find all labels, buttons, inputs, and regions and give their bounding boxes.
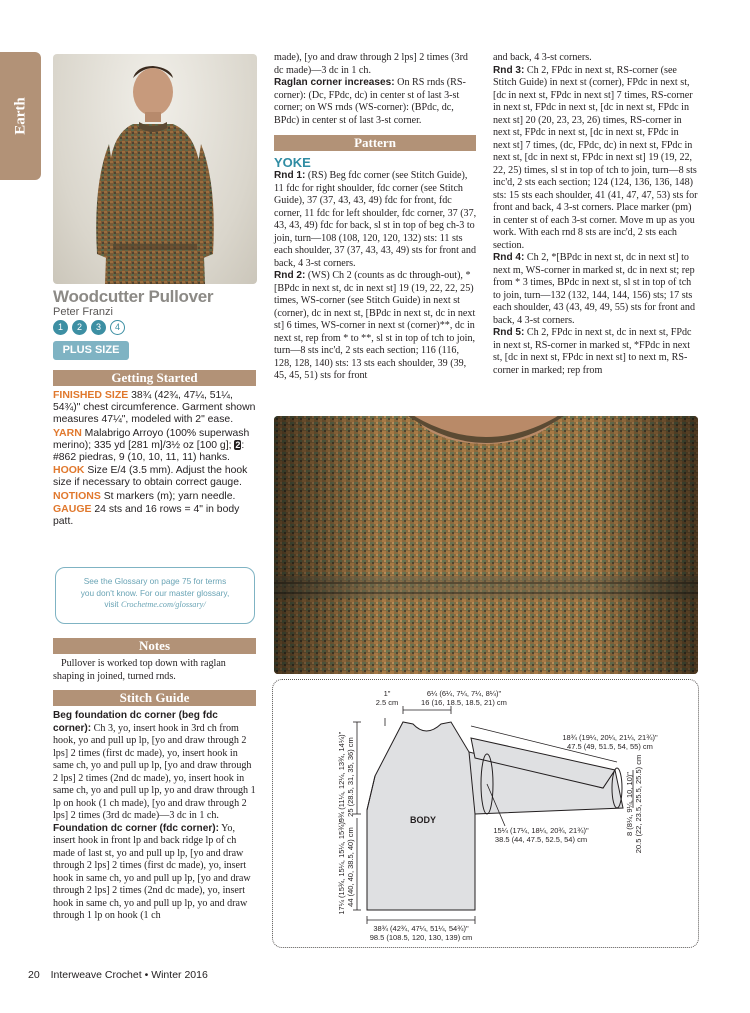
beg-fdc-text: Ch 3, yo, insert hook in 3rd ch from hook, yo and pull up lp, [yo and draw through 2 lps] 2 times (first dc made), yo, insert hook in same ch, yo and pull up lp, [yo and draw through 2 lps] 2 times (2nd dc made), yo, insert hook in same ch, yo and pull up lp, yo and draw through 1 lp on hook (1 ch made), [yo and draw through 2 lps] 2 times (3rd dc made)—3 dc in 1 ch. bbox=[53, 722, 256, 821]
glossary-line-2: you don't know. For our master glossary, bbox=[80, 587, 230, 598]
rnd2-label: Rnd 2: bbox=[274, 270, 306, 281]
sleeve-length-measure bbox=[535, 733, 685, 751]
upper-arm-in: 15¼ (17¼, 18¼, 20¾, 21¾)" bbox=[493, 826, 589, 835]
upper-arm-measure bbox=[471, 826, 611, 844]
sleeve-length-in: 18¾ (19¼, 20¼, 21¼, 21¾)" bbox=[562, 733, 658, 742]
glossary-link[interactable]: Crochetme.com/glossary/ bbox=[120, 600, 206, 609]
page-number: 20 bbox=[28, 969, 40, 981]
model-figure bbox=[53, 54, 257, 284]
hook-text: Size E/4 (3.5 mm). Adjust the hook size if necessary to obtain correct gauge. bbox=[53, 465, 248, 489]
glossary-line-1: See the Glossary on page 75 for terms bbox=[83, 576, 227, 586]
model-photo bbox=[53, 54, 257, 284]
rnd4-text: Ch 2, *[BPdc in next st, dc in next st] to next m, WS-corner in marked st, dc in next st; rep from * 3 times, BPdc in next st, sl st in top of tch to join, turn—132 (132, 144, 144, 156) sts; 17 sts each shoulder, 43 (43, 49, 49, 55) sts for front and back, 4 3-st corners. bbox=[493, 252, 695, 326]
skill-level-3: 3 bbox=[91, 320, 106, 335]
upper-arm-cm: 38.5 (44, 47.5, 52.5, 54) cm bbox=[494, 835, 588, 844]
rnd1-text: (RS) Beg fdc corner (see Stitch Guide), 11 fdc for right shoulder, fdc corner (see Stitch Guide), 37 (37, 43, 43, 49) fdc for front, fdc corner, 11 fdc for left shoulder, fdc corner, 37 (37, 43, 43, 49) fdc for back, sl st in top of beg ch-3 to join, turn—108 (108, 120, 120, 132) sts: 11 sts each shoulder, 37 (37, 43, 43, 49) sts for front and back, 4 3-st corners. bbox=[274, 170, 477, 269]
finished-size-label: FINISHED SIZE bbox=[53, 389, 129, 401]
gauge-text: 24 sts and 16 rows = 4" in body patt. bbox=[53, 503, 240, 528]
skill-level-4: 4 bbox=[110, 320, 125, 335]
yarn-weight-icon: 2 bbox=[235, 439, 241, 450]
rnd3-text: Ch 2, FPdc in next st, RS-corner (see Stitch Guide) in next st (corner), FPdc in next st, [dc in next st, FPdc in next st] 7 times, RS-corner in next st, FPdc in next st, [dc in next st, FPdc in next st] 20 (20, 23, 23, 26) times, RS-corner in next st, FPdc in next st, [dc in next st, FPdc in next st] 7 times, (dc, FPdc, dc) in next st, FPdc in next st, [dc in next st, FPdc in next st] 19 (19, 22, 22, 25) times, sl st in top of tch to join, turn—8 sts inc'd, 2 sts each section; 124 (124, 136, 136, 148) sts: 15 sts each shoulder, 41 (41, 47, 47, 53) sts for front and back, 4 3-st corners. Place marker (pm) in center st of each 3-st corner. Move m up as you work. With each rnd 8 sts are inc'd, 2 sts each section. bbox=[493, 64, 698, 251]
plus-size-badge: PLUS SIZE bbox=[53, 341, 129, 360]
stitch-guide-body bbox=[53, 710, 257, 923]
gauge-label: GAUGE bbox=[53, 502, 92, 515]
yoke-depth-in: 9¾ (11¼, 12¼, 13¾, 14¼)" bbox=[337, 731, 346, 823]
chest-measure bbox=[351, 924, 491, 942]
stitch-guide-cont: made), [yo and draw through 2 lps] 2 times (3rd dc made)—3 dc in 1 ch. bbox=[274, 52, 468, 76]
body-length-in: 17¼ (15¾, 15¼, 15¼, 15¾)" bbox=[337, 819, 346, 915]
rnd2-cont: and back, 4 3-st corners. bbox=[493, 52, 592, 63]
page-footer bbox=[28, 969, 208, 981]
rnd4-label: Rnd 4: bbox=[493, 252, 525, 263]
rnd2-text: (WS) Ch 2 (counts as dc through-out), *[BPdc in next st, dc in next st] 19 (19, 22, 22, 25) times, WS-corner (see Stitch Guide) in next st (corner), dc in next st, [BPdc in next st, dc in next st] 6 times, WS-corner in next st (corner)**, dc in next st, rep from * to **, sl st in top of tch to join, turn—8 sts inc'd, 2 sts each section; 116 (116, 128, 128, 140) sts: 13 sts each shoulder, 39 (39, 45, 45, 51) sts for front bbox=[274, 270, 476, 381]
body-length-cm: 44 (40, 40, 38.5, 40) cm bbox=[346, 827, 355, 907]
sleeve-length-cm: 47.5 (49, 51.5, 54, 55) cm bbox=[567, 742, 653, 751]
sweater-detail-image bbox=[274, 416, 698, 674]
fdc-text: Yo, insert hook in front lp and back ridge lp of ch made of last st, yo and pull up lp, [yo and draw through 2 lps] 2 times (first dc made), yo, insert hook in same ch, yo and pull up lp, [yo and draw through 2 lps] 2 times (2nd dc made), yo, insert hook in same ch, yo and pull up lp, yo and draw through 1 lp on hook (1 ch bbox=[53, 822, 251, 921]
raglan-title: Raglan corner increases: bbox=[274, 77, 395, 88]
rnd5-text: Ch 2, FPdc in next st, dc in next st, FPdc in next st, RS-corner in marked st, *FPdc in next st, [dc in next st, FPdc in next st] to next m, RS-corner in marked; rep from bbox=[493, 327, 692, 376]
stitch-guide-header: Stitch Guide bbox=[53, 690, 256, 706]
section-tab bbox=[0, 52, 41, 180]
cuff-in: 8 (8¼, 9¼, 10, 10)" bbox=[625, 772, 634, 836]
yarn-text-2: : #862 piedras, 9 (10, 10, 11, 11) hanks. bbox=[53, 439, 245, 464]
cuff-cm: 20.5 (22, 23.5, 25.5, 25.5) cm bbox=[634, 754, 643, 854]
pattern-title: Woodcutter Pullover bbox=[53, 287, 214, 306]
skill-level-1: 1 bbox=[53, 320, 68, 335]
fdc-title: Foundation dc corner (fdc corner): bbox=[53, 822, 219, 834]
notions-text: St markers (m); yarn needle. bbox=[100, 490, 236, 502]
skill-level-2: 2 bbox=[72, 320, 87, 335]
glossary-note bbox=[55, 567, 255, 624]
neck-width-in: 6¼ (6¼, 7¼, 7¼, 8¼)" bbox=[426, 689, 502, 698]
publication-name: Interweave Crochet bbox=[50, 969, 142, 981]
hook-label: HOOK bbox=[53, 464, 85, 477]
skill-levels bbox=[53, 320, 125, 335]
rnd1-label: Rnd 1: bbox=[274, 170, 306, 181]
neck-width-cm: 16 (16, 18.5, 18.5, 21) cm bbox=[421, 698, 507, 707]
designer-name: Peter Franzi bbox=[53, 306, 113, 318]
yarn-text: Malabrigo Arroyo (100% superwash merino); 335 yd [281 m]/3½ oz [100 g]; bbox=[53, 427, 250, 451]
cuff-measure bbox=[625, 749, 643, 859]
yoke-heading: YOKE bbox=[274, 155, 311, 170]
section-tab-label: Earth bbox=[12, 97, 28, 135]
sweater-detail-photo bbox=[274, 416, 698, 674]
body-length-measure bbox=[337, 812, 355, 922]
rnd5-label: Rnd 5: bbox=[493, 327, 525, 338]
yoke-depth-cm: 25 (28.5, 31, 35, 36) cm bbox=[346, 737, 355, 817]
neck-depth-measure bbox=[372, 689, 402, 707]
rnd3-label: Rnd 3: bbox=[493, 64, 525, 76]
getting-started-body bbox=[53, 389, 257, 528]
notions-label: NOTIONS bbox=[53, 489, 101, 502]
column-2-top bbox=[274, 52, 478, 127]
column-3 bbox=[493, 52, 698, 377]
beg-fdc-title: Beg foundation dc corner (beg fdc corner): bbox=[53, 710, 218, 734]
column-2-pattern bbox=[274, 155, 478, 383]
chest-in: 38¾ (42¾, 47¼, 51¼, 54¾)" bbox=[373, 924, 469, 933]
finished-size-text: 38¾ (42¾, 47¼, 51¼, 54¾)" chest circumference. Garment shown measures 47¼", modeled with 2" ease. bbox=[53, 390, 256, 426]
pattern-header: Pattern bbox=[274, 135, 476, 151]
neck-depth-cm: 2.5 cm bbox=[375, 698, 399, 707]
notes-header: Notes bbox=[53, 638, 256, 654]
footer-bullet: • bbox=[144, 969, 149, 981]
notes-text: Pullover is worked top down with raglan shaping in joined, turned rnds. bbox=[53, 658, 226, 682]
yarn-label: YARN bbox=[53, 426, 82, 439]
neck-depth-in: 1" bbox=[383, 689, 391, 698]
neck-width-measure bbox=[399, 689, 529, 707]
garment-schematic bbox=[272, 679, 699, 948]
issue-name: Winter 2016 bbox=[151, 969, 208, 981]
chest-cm: 98.5 (108.5, 120, 130, 139) cm bbox=[369, 933, 473, 942]
getting-started-header: Getting Started bbox=[53, 370, 256, 386]
glossary-line-3: visit bbox=[104, 599, 121, 609]
raglan-text: On RS rnds (RS-corner): (Dc, FPdc, dc) in center st of last 3-st corner; on WS rnds (WS-corner): (BPdc, dc, BPdc) in center st of last 3-st corner. bbox=[274, 77, 466, 126]
body-label: BODY bbox=[410, 815, 437, 825]
